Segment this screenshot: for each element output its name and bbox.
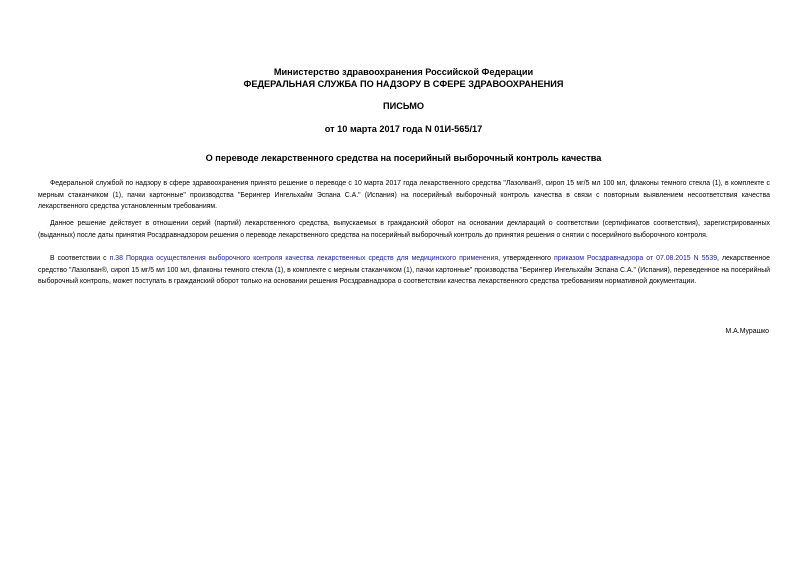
document-type: ПИСЬМО bbox=[382, 101, 425, 111]
service-name: ФЕДЕРАЛЬНАЯ СЛУЖБА ПО НАДЗОРУ В СФЕРЕ ЗДРАВООХРАНЕНИЯ bbox=[243, 78, 564, 89]
document-header bbox=[0, 67, 807, 90]
body-paragraph-1: Федеральной службой по надзору в сфере здравоохранения принято решение о переводе с 10 марта 2017 года лекарственного средства "Лазолван®, сироп 15 мг/5 мл 100 мл, флаконы темного стекла (1), в комплекте с мерным стаканчиком (1), пачки картонные" производства "Берингер Ингельхайм Эспана С.А." (Испания) на посерийный выборочный контроль качества в связи с повторным выявлением несоответствия качества лекарственного средства установленным требованиям. bbox=[38, 180, 770, 211]
order-link[interactable]: приказом Росздравнадзора от 07.08.2015 N 5539 bbox=[554, 255, 718, 262]
paragraph-3-text-2: , утвержденного bbox=[498, 255, 555, 262]
document-date-number: от 10 марта 2017 года N 01И-565/17 bbox=[324, 124, 483, 134]
signature: М.А.Мурашко bbox=[725, 328, 769, 335]
ministry-name: Министерство здравоохранения Российской Федерации bbox=[273, 67, 534, 77]
body-paragraph-2: Данное решение действует в отношении серий (партий) лекарственного средства, выпускаемых в гражданский оборот на основании деклараций о соответствии (сертификатов соответствия), зарегистрированных (выданных) после даты принятия Росздравнадзором решения о переводе лекарственного средства на посерийный выборочный контроль до принятия решения о снятии с посерийного выборочного контроля. bbox=[38, 220, 770, 239]
document-subject: О переводе лекарственного средства на посерийный выборочный контроль качества bbox=[205, 153, 602, 163]
body-paragraph-3 bbox=[38, 253, 770, 288]
paragraph-3-text-3: , лекарственное средство "Лазолван®, сироп 15 мг/5 мл 100 мл, флаконы темного стекла (1), в комплекте с мерным стаканчиком (1), пачки картонные" производства "Берингер Ингельхайм Эспана С.А." (Испания), переведенное на посерийный выборочный контроль, может поступать в гражданский оборот только на основании решения Росздравнадзора о соответствии качества лекарственного средства требованиям нормативной документации. bbox=[38, 255, 770, 286]
paragraph-3-text-1: В соответствии с bbox=[50, 255, 110, 262]
regulation-link[interactable]: п.38 Порядка осуществления выборочного контроля качества лекарственных средств для медицинского применения bbox=[109, 255, 499, 262]
